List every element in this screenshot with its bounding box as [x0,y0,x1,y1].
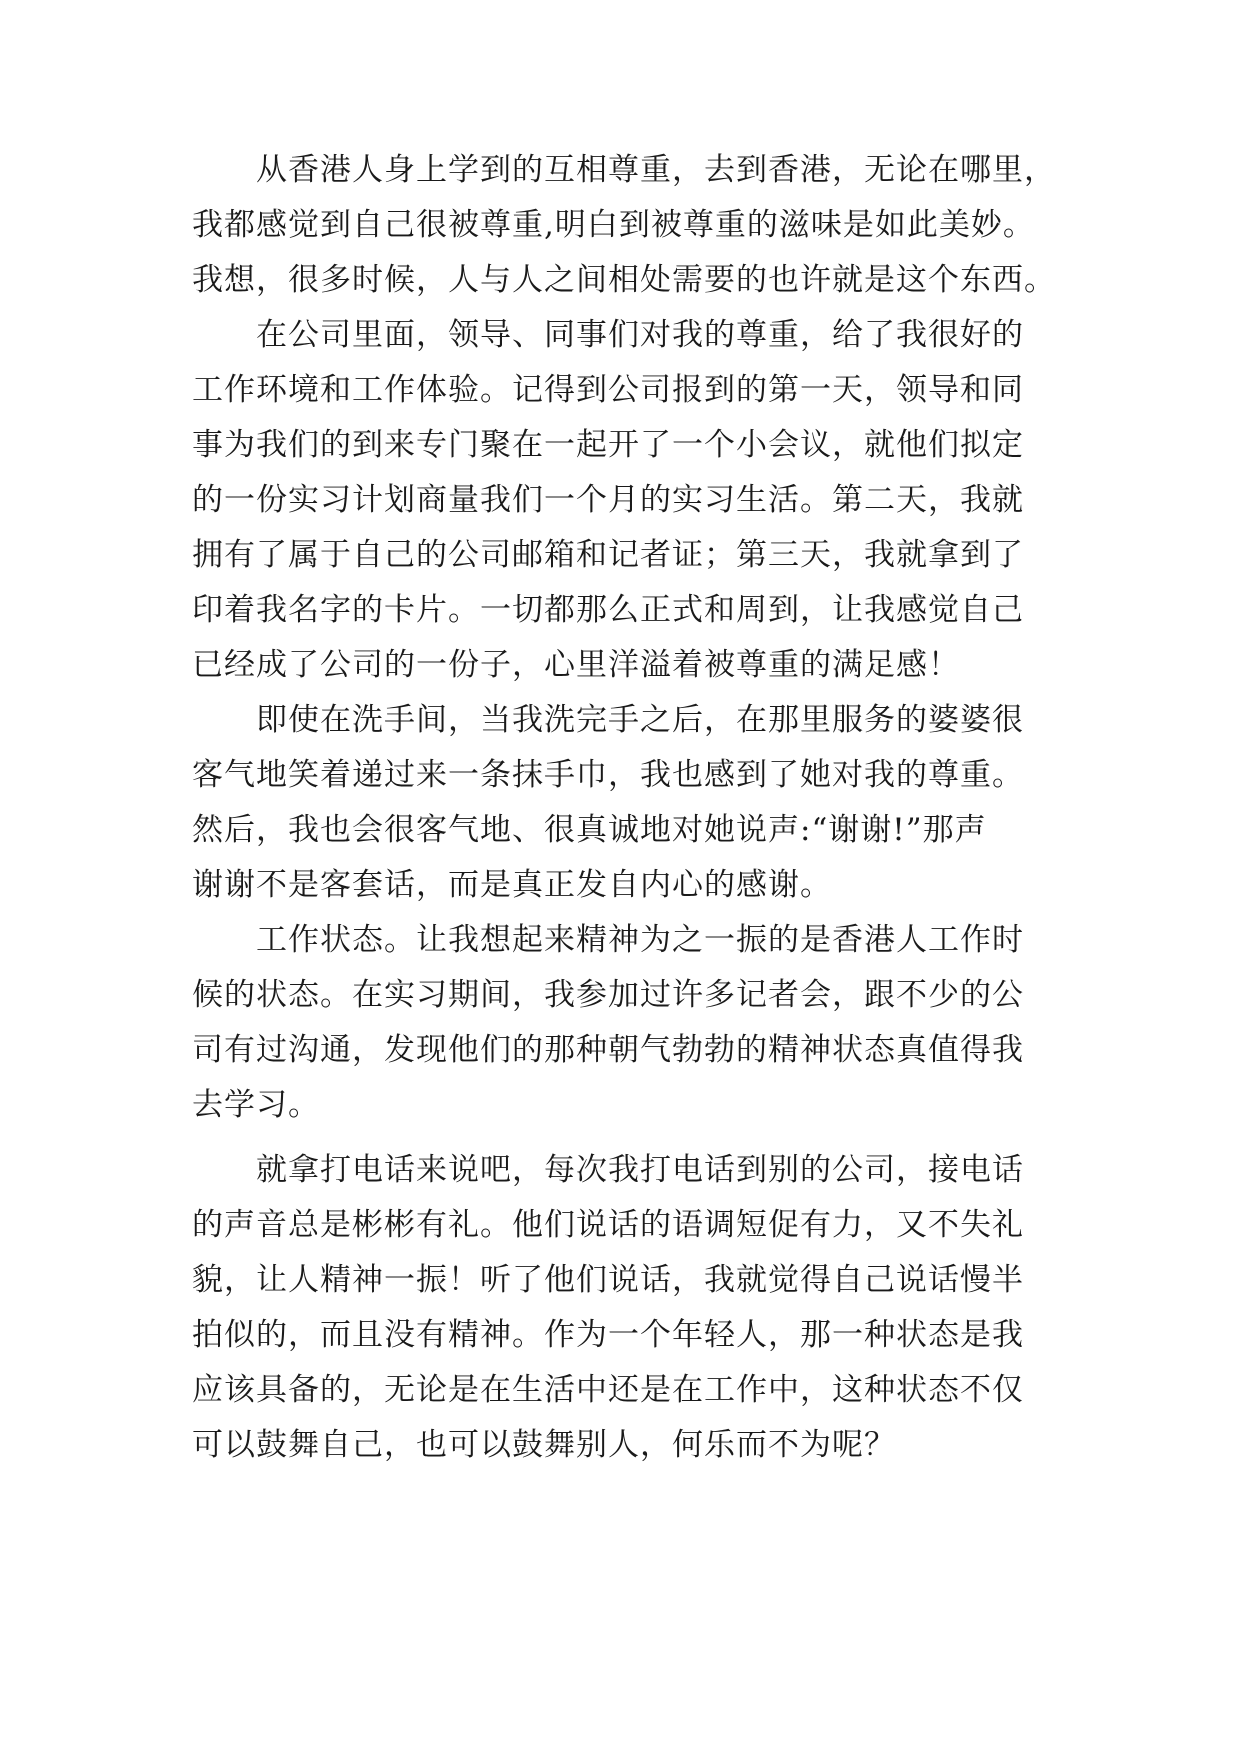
text-line: 我想，很多时候，人与人之间相处需要的也许就是这个东西。 [192,262,1056,298]
text-line: 就拿打电话来说吧，每次我打电话到别的公司，接电话 [256,1152,1024,1188]
text-line: 印着我名字的卡片。一切都那么正式和周到，让我感觉自己 [192,592,1024,628]
text-line: 的一份实习计划商量我们一个月的实习生活。第二天，我就 [192,482,1024,518]
text-line: 谢谢不是客套话，而是真正发自内心的感谢。 [192,867,832,903]
text-line: 从香港人身上学到的互相尊重，去到香港，无论在哪里， [256,152,1056,188]
text-line: 在公司里面，领导、同事们对我的尊重，给了我很好的 [256,317,1024,353]
text-line: 司有过沟通，发现他们的那种朝气勃勃的精神状态真值得我 [192,1032,1024,1068]
text-line: 拥有了属于自己的公司邮箱和记者证；第三天，我就拿到了 [192,537,1024,573]
text-line: 即使在洗手间，当我洗完手之后，在那里服务的婆婆很 [256,702,1024,738]
text-line: 应该具备的，无论是在生活中还是在工作中，这种状态不仅 [192,1372,1024,1408]
text-line: 事为我们的到来专门聚在一起开了一个小会议，就他们拟定 [192,427,1024,463]
text-line: 客气地笑着递过来一条抹手巾，我也感到了她对我的尊重。 [192,757,1024,793]
text-line: 然后，我也会很客气地、很真诚地对她说声:“谢谢!”那声 [192,812,987,848]
text-line: 貌，让人精神一振！听了他们说话，我就觉得自己说话慢半 [192,1262,1024,1298]
text-line: 已经成了公司的一份子，心里洋溢着被尊重的满足感！ [192,647,960,683]
text-line: 工作状态。让我想起来精神为之一振的是香港人工作时 [256,922,1024,958]
text-line: 的声音总是彬彬有礼。他们说话的语调短促有力，又不失礼 [192,1207,1024,1243]
text-line: 拍似的，而且没有精神。作为一个年轻人，那一种状态是我 [192,1317,1024,1353]
text-line: 候的状态。在实习期间，我参加过许多记者会，跟不少的公 [192,977,1024,1013]
text-line: 我都感觉到自己很被尊重,明白到被尊重的滋味是如此美妙。 [192,207,1035,243]
text-line: 工作环境和工作体验。记得到公司报到的第一天，领导和同 [192,372,1024,408]
text-line: 去学习。 [192,1087,320,1123]
text-line: 可以鼓舞自己，也可以鼓舞别人，何乐而不为呢？ [192,1427,896,1463]
